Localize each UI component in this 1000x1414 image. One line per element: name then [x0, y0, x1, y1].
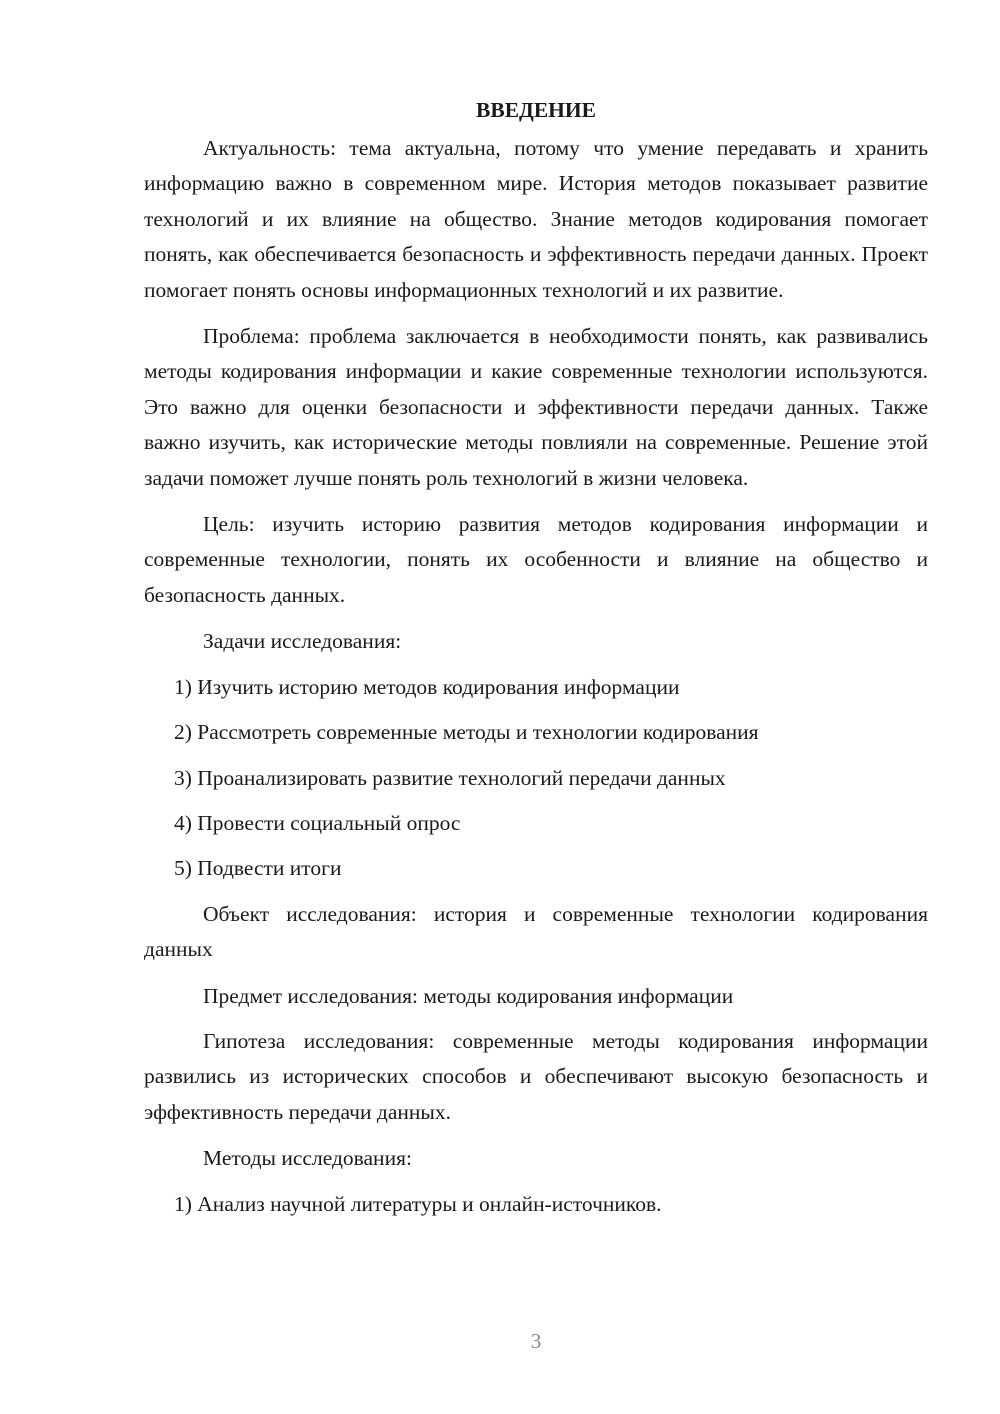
actuality-paragraph: Актуальность: тема актуальна, потому что умение передавать и хранить информацию важно в современном мире. История методов показывает развитие технологий и их влияние на общество. Знание методов кодирования помогает понять, как обеспечивается безопасность и эффективность передачи данных. Проект помогает понять основы информационных технологий и их развитие. — [144, 136, 928, 302]
task-item: 5) Подвести итоги — [174, 856, 342, 881]
page-content — [144, 92, 928, 1232]
task-item: 1) Изучить историю методов кодирования информации — [174, 674, 680, 699]
methods-heading: Методы исследования: — [203, 1146, 412, 1171]
tasks-list — [144, 670, 928, 887]
page-number: 3 — [530, 1329, 542, 1353]
task-item: 4) Провести социальный опрос — [174, 810, 461, 835]
task-item: 3) Проанализировать развитие технологий передачи данных — [174, 765, 726, 790]
method-item: 1) Анализ научной литературы и онлайн-источников. — [174, 1191, 662, 1216]
goal-paragraph: Цель: изучить историю развития методов кодирования информации и современные технологии, понять их особенности и влияние на общество и безопасность данных. — [144, 512, 928, 607]
hypothesis-paragraph: Гипотеза исследования: современные методы кодирования информации развились из исторических способов и обеспечивают высокую безопасность и эффективность передачи данных. — [144, 1028, 928, 1124]
tasks-heading: Задачи исследования: — [203, 629, 402, 654]
task-item: 2) Рассмотреть современные методы и технологии кодирования — [174, 720, 759, 745]
methods-list — [144, 1187, 928, 1222]
subject-paragraph: Предмет исследования: методы кодирования информации — [203, 983, 734, 1008]
section-title: ВВЕДЕНИЕ — [476, 98, 596, 122]
problem-paragraph: Проблема: проблема заключается в необходимости понять, как развивались методы кодирования информации и какие современные технологии используются. Это важно для оценки безопасности и эффективности передачи данных. Также важно изучить, как исторические методы повлияли на современные. Решение этой задачи поможет лучше понять роль технологий в жизни человека. — [144, 324, 928, 490]
object-paragraph: Объект исследования: история и современные технологии кодирования данных — [144, 901, 928, 962]
